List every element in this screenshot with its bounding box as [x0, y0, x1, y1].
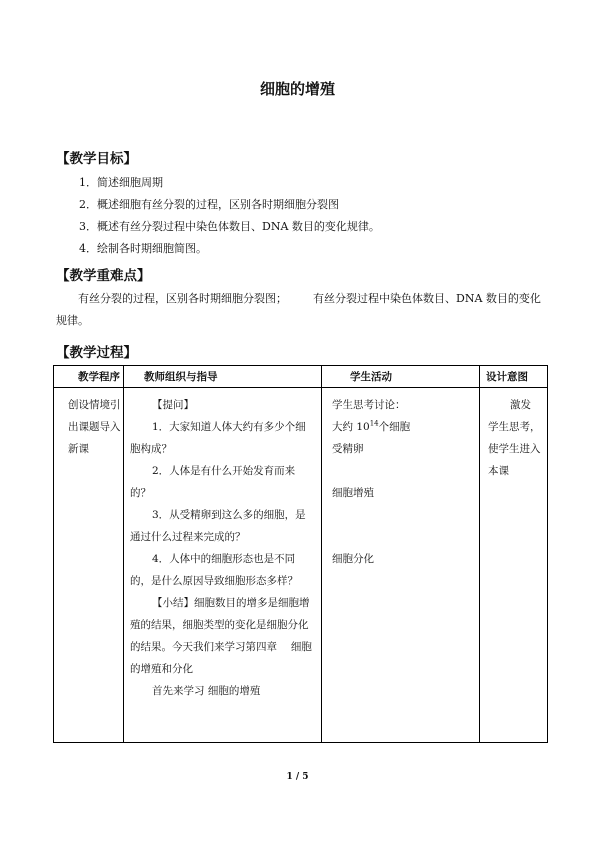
- question-1: 1．大家知道人体大约有多少个细胞构成？: [130, 421, 306, 455]
- goal-item-2: 2．概述细胞有丝分裂的过程，区别各时期细胞分裂图: [79, 198, 339, 211]
- student-proliferation: 细胞增殖: [332, 487, 374, 499]
- goal-item-1: 1．简述细胞周期: [79, 176, 163, 189]
- closing-text: 首先来学习 细胞的增殖: [152, 685, 261, 697]
- header-intent: 设计意图: [480, 366, 548, 388]
- intent-text: 激发学生思考，使学生进入本课: [488, 399, 541, 477]
- header-program: 教学程序: [54, 366, 124, 388]
- cell-intent: [480, 388, 548, 743]
- process-table: [53, 365, 548, 743]
- question-3: 3．从受精卵到这么多的细胞，是通过什么过程来完成的？: [130, 509, 306, 543]
- cell-student: [322, 388, 480, 743]
- summary-text: 【小结】细胞数目的增多是细胞增殖的结果，细胞类型的变化是细胞分化的结果。今天我们来学习第四章 细胞的增殖和分化: [130, 597, 312, 675]
- question-2: 2．人体是有什么开始发育而来的？: [130, 465, 296, 499]
- ask-label: 【提问】: [152, 399, 194, 411]
- count-exponent: 14: [369, 419, 379, 428]
- key-points-part-1: 有丝分裂的过程，区别各时期细胞分裂图；: [78, 292, 287, 305]
- table-row: [54, 388, 548, 743]
- key-points-text: [56, 288, 551, 332]
- header-guide: 教师组织与指导: [124, 366, 322, 388]
- key-points-part-2: 有丝分裂过程中染色体数目、DNA 数目的变化规律。: [56, 292, 541, 327]
- program-text: 创设情境引出课题导入新课: [68, 399, 121, 455]
- page-number: 1 / 5: [286, 772, 309, 782]
- student-zygote: 受精卵: [332, 443, 364, 455]
- goal-item-4: 4．绘制各时期细胞简图。: [79, 242, 207, 255]
- student-count: [332, 416, 473, 438]
- page-title: 细胞的增殖: [259, 80, 335, 98]
- student-differentiation: 细胞分化: [332, 553, 374, 565]
- header-student: 学生活动: [322, 366, 480, 388]
- count-prefix: 大约 10: [332, 421, 370, 433]
- question-4: 4．人体中的细胞形态也是不同的，是什么原因导致细胞形态多样？: [130, 553, 298, 587]
- cell-guide: [124, 388, 322, 743]
- goal-item-3: 3．概述有丝分裂过程中染色体数目、DNA 数目的变化规律。: [79, 220, 380, 233]
- key-points-heading: 【教学重难点】: [56, 268, 151, 284]
- table-header-row: [54, 366, 548, 388]
- student-discuss: 学生思考讨论：: [332, 399, 406, 411]
- cell-program: [54, 388, 124, 743]
- count-suffix: 个细胞: [378, 421, 411, 433]
- goals-heading: 【教学目标】: [56, 151, 137, 167]
- process-heading: 【教学过程】: [56, 345, 137, 361]
